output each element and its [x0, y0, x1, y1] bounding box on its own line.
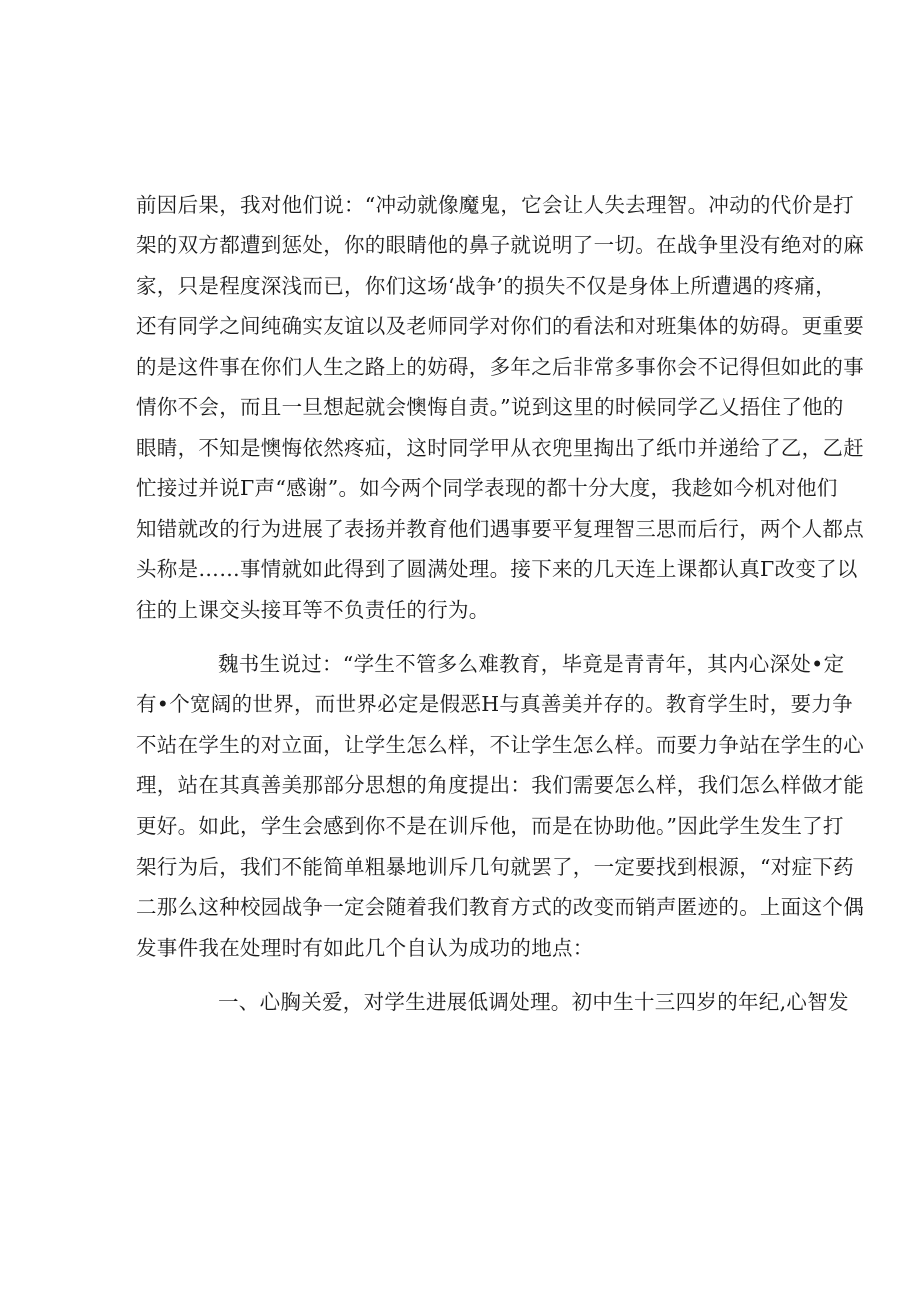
- text-line: 二那么这种校园战争一定会随着我们教育方式的改变而销声匿迹的。上面这个偶: [136, 895, 864, 919]
- text-line: 不站在学生的对立面，让学生怎么样，不让学生怎么样。而要力争站在学生的心: [136, 733, 864, 757]
- text-line: 知错就改的行为进展了表扬并教育他们遇事要平复理智三思而后行，两个人都点: [136, 517, 864, 541]
- text-line: 架的双方都遭到惩处，你的眼睛他的鼻子就说明了一切。在战争里没有绝对的麻: [136, 233, 864, 257]
- text-line: 情你不会，而且一旦想起就会懊悔自责。”说到这里的时候同学乙乂捂住了他的: [136, 395, 844, 419]
- text-line: 头称是……事情就如此得到了圆满处理。接下来的几天连上课都认真Γ改变了以: [136, 557, 858, 581]
- text-line: 一、心胸关爱，对学生进展低调处理。初中生十三四岁的年纪,心智发: [218, 990, 849, 1014]
- text-line: 架行为后，我们不能简单粗暴地训斥几句就罢了，一定要找到根源，“对症下药: [136, 855, 854, 879]
- text-line: 更好。如此，学生会感到你不是在训斥他，而是在协助他。”因此学生发生了打: [136, 814, 844, 838]
- text-line: 还有同学之间纯确实友谊以及老师同学对你们的看法和对班集体的妨碍。更重要: [136, 314, 864, 338]
- text-line: 忙接过并说Γ声“感谢”。如今两个同学表现的都十分大度，我趁如今机对他们: [136, 476, 838, 500]
- text-line: 有•个宽阔的世界，而世界必定是假恶H与真善美并存的。教育学生时，要力争: [136, 692, 853, 716]
- text-line: 理，站在其真善美那部分思想的角度提出：我们需要怎么样，我们怎么样做才能: [136, 773, 864, 797]
- text-line: 眼睛，不知是懊悔依然疼疝，这时同学甲从衣兜里掏出了纸巾并递给了乙，乙赶: [136, 436, 864, 460]
- text-line: 往的上课交头接耳等不负责任的行为。: [136, 598, 490, 622]
- text-line: 魏书生说过：“学生不管多么难教育，毕竟是青青年，其内心深处•定: [218, 652, 845, 676]
- text-line: 发事件我在处理时有如此几个自认为成功的地点：: [136, 936, 594, 960]
- text-line: 的是这件事在你们人生之路上的妨碍，多年之后非常多事你会不记得但如此的事: [136, 355, 864, 379]
- text-line: 前因后果，我对他们说：“冲动就像魔鬼，它会让人失去理智。冲动的代价是打: [136, 193, 854, 217]
- text-line: 家，只是程度深浅而已，你们这场‘战争’的损失不仅是身体上所遭遇的疼痛，: [136, 274, 837, 298]
